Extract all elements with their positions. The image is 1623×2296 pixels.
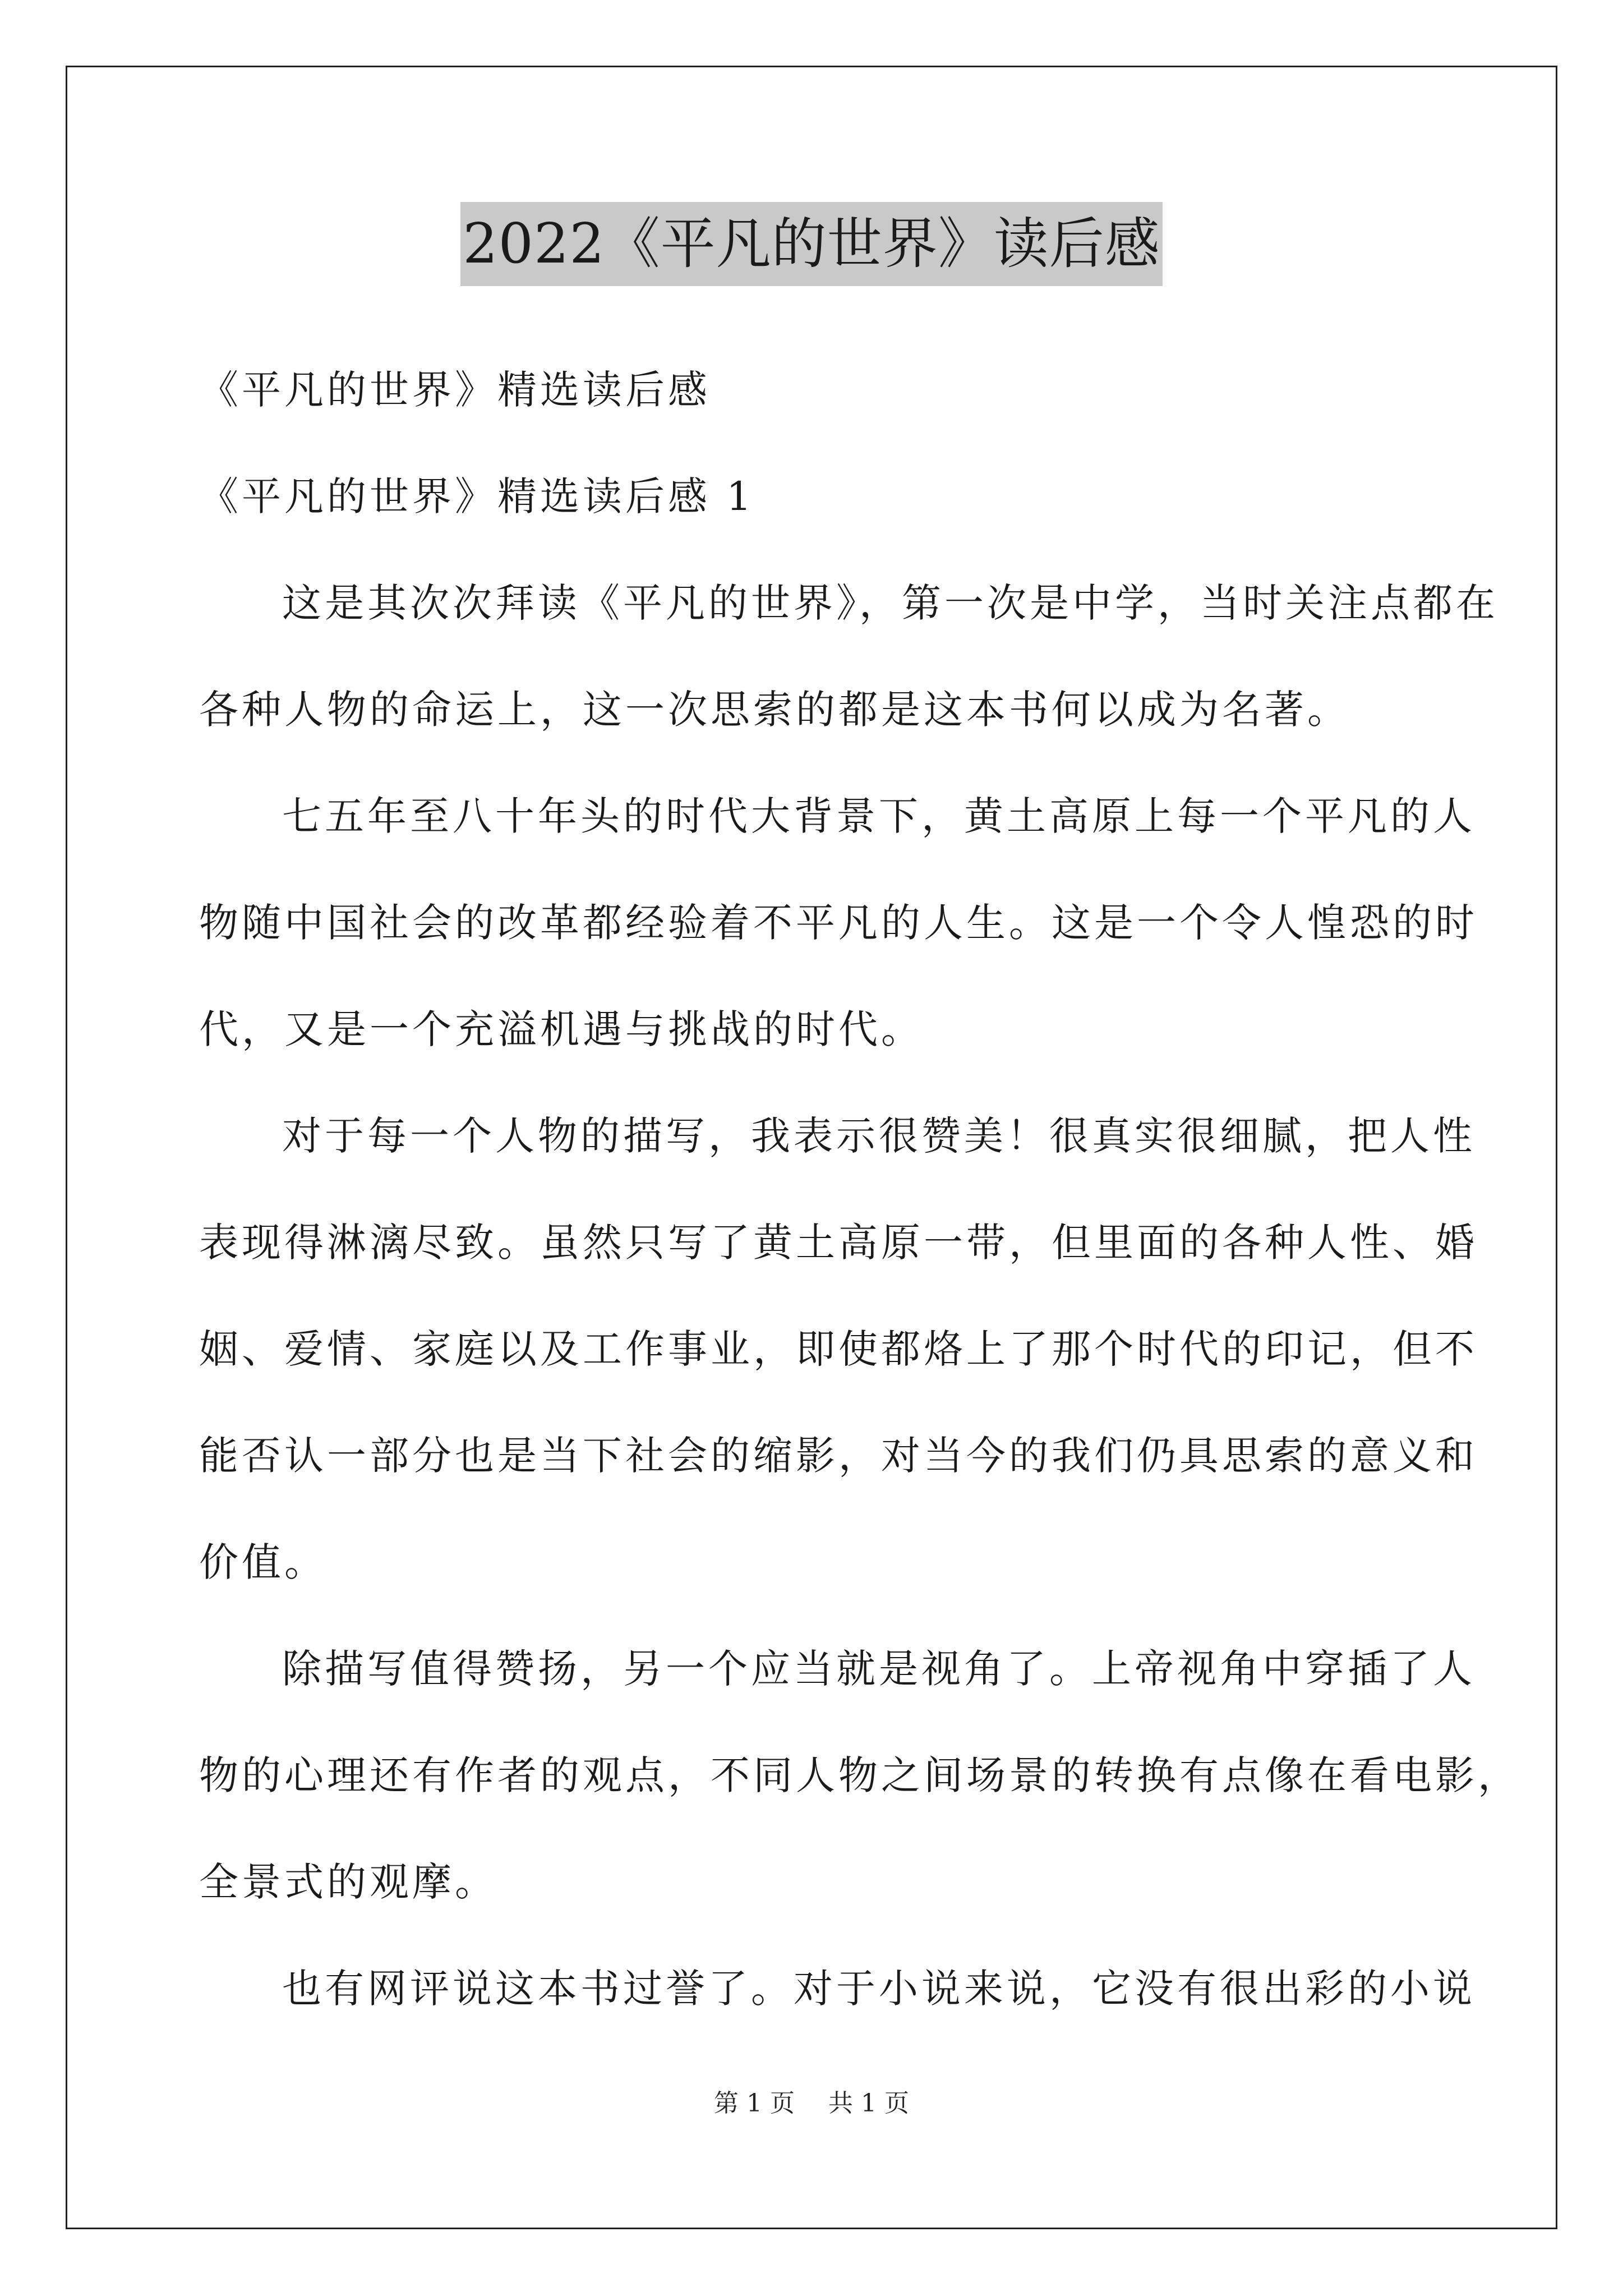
paragraph-line: 代，又是一个充溢机遇与挑战的时代。 xyxy=(199,1006,924,1052)
page-total: 共 1 页 xyxy=(828,2089,909,2118)
section-heading: 《平凡的世界》精选读后感 1 xyxy=(199,473,755,519)
page-footer xyxy=(0,2087,1623,2120)
document-title: 2022《平凡的世界》读后感 xyxy=(460,202,1162,286)
paragraph-line: 价值。 xyxy=(199,1539,327,1585)
paragraph-line: 物随中国社会的改革都经验着不平凡的人生。这是一个令人惶恐的时 xyxy=(199,900,1478,946)
paragraph-line: 全景式的观摩。 xyxy=(199,1859,497,1905)
paragraph-line: 能否认一部分也是当下社会的缩影，对当今的我们仍具思索的意义和 xyxy=(199,1433,1478,1479)
paragraph-line: 除描写值得赞扬，另一个应当就是视角了。上帝视角中穿插了人 xyxy=(282,1646,1476,1692)
paragraph-line: 物的心理还有作者的观点，不同人物之间场景的转换有点像在看电影， xyxy=(199,1752,1520,1798)
paragraph-line: 对于每一个人物的描写，我表示很赞美！很真实很细腻，把人性 xyxy=(282,1113,1476,1159)
paragraph-line: 这是其次次拜读《平凡的世界》，第一次是中学，当时关注点都在 xyxy=(282,580,1498,626)
paragraph-line: 也有网评说这本书过誉了。对于小说来说，它没有很出彩的小说 xyxy=(282,1966,1476,2012)
paragraph-line: 表现得淋漓尽致。虽然只写了黄土高原一带，但里面的各种人性、婚 xyxy=(199,1220,1478,1266)
subtitle-line: 《平凡的世界》精选读后感 xyxy=(199,367,711,413)
document-body xyxy=(199,337,1520,2042)
paragraph-line: 姻、爱情、家庭以及工作事业，即使都烙上了那个时代的印记，但不 xyxy=(199,1326,1478,1372)
page-number: 第 1 页 xyxy=(714,2089,795,2118)
paragraph-line: 各种人物的命运上，这一次思索的都是这本书何以成为名著。 xyxy=(199,687,1350,733)
paragraph-line: 七五年至八十年头的时代大背景下，黄土高原上每一个平凡的人 xyxy=(282,793,1476,839)
title-container xyxy=(0,202,1623,286)
